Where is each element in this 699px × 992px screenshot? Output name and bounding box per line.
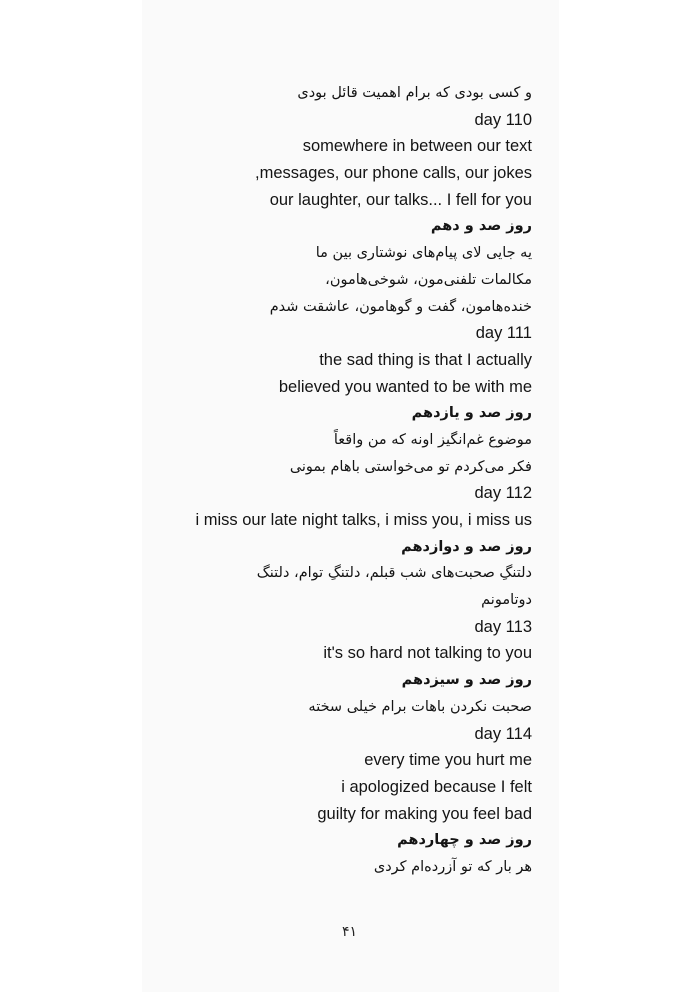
persian-text-line: فکر می‌کردم تو می‌خواستی باهام بمونی: [289, 458, 532, 475]
english-text-line: the sad thing is that I actually: [319, 350, 532, 369]
persian-text-line: روز صد و سیزدهم: [401, 672, 532, 689]
english-text-line: i apologized because I felt: [341, 777, 532, 796]
english-text-line: it's so hard not talking to you: [323, 644, 532, 663]
page-number: ۴۱: [341, 924, 358, 940]
english-text-line: every time you hurt me: [364, 751, 532, 770]
english-text-line: ,messages, our phone calls, our jokes: [255, 164, 532, 183]
text-block: [152, 80, 532, 881]
english-text-line: day 112: [474, 484, 532, 503]
english-text-line: guilty for making you feel bad: [317, 804, 532, 823]
persian-text-line: و کسی بودی که برام اهمیت قائل بودی: [297, 85, 532, 101]
english-text-line: day 113: [474, 617, 532, 636]
english-text-line: believed you wanted to be with me: [278, 377, 532, 396]
persian-text-line: هر بار که تو آزرده‌ام کردی: [373, 858, 532, 875]
english-text-line: day 111: [475, 324, 532, 343]
persian-text-line: روز صد و دهم: [430, 218, 532, 235]
persian-text-line: روز صد و دوازدهم: [401, 538, 532, 555]
english-text-line: somewhere in between our text: [302, 137, 532, 156]
persian-text-line: روز صد و چهاردهم: [397, 832, 532, 849]
english-text-line: our laughter, our talks... I fell for you: [269, 190, 532, 209]
persian-text-line: صحبت نکردن باهات برام خیلی سخته: [308, 698, 532, 715]
persian-text-line: دوتامونم: [481, 592, 532, 609]
persian-text-line: روز صد و یازدهم: [411, 405, 532, 422]
persian-text-line: موضوع غم‌انگیز اونه که من واقعاً: [333, 431, 532, 448]
english-text-line: i miss our late night talks, i miss you, i miss us: [195, 511, 532, 529]
persian-text-line: یه جایی لای پیام‌های نوشتاری بین ما: [315, 245, 532, 262]
persian-text-line: مکالمات تلفنی‌مون، شوخی‌هامون،: [325, 271, 532, 288]
persian-text-line: خنده‌هامون، گفت و گوهامون، عاشقت شدم: [269, 298, 532, 315]
english-text-line: day 114: [474, 724, 532, 743]
persian-text-line: دلتنگِ صحبت‌های شب قبلم، دلتنگِ توام، دلتنگ: [256, 565, 532, 582]
english-text-line: day 110: [474, 110, 532, 129]
